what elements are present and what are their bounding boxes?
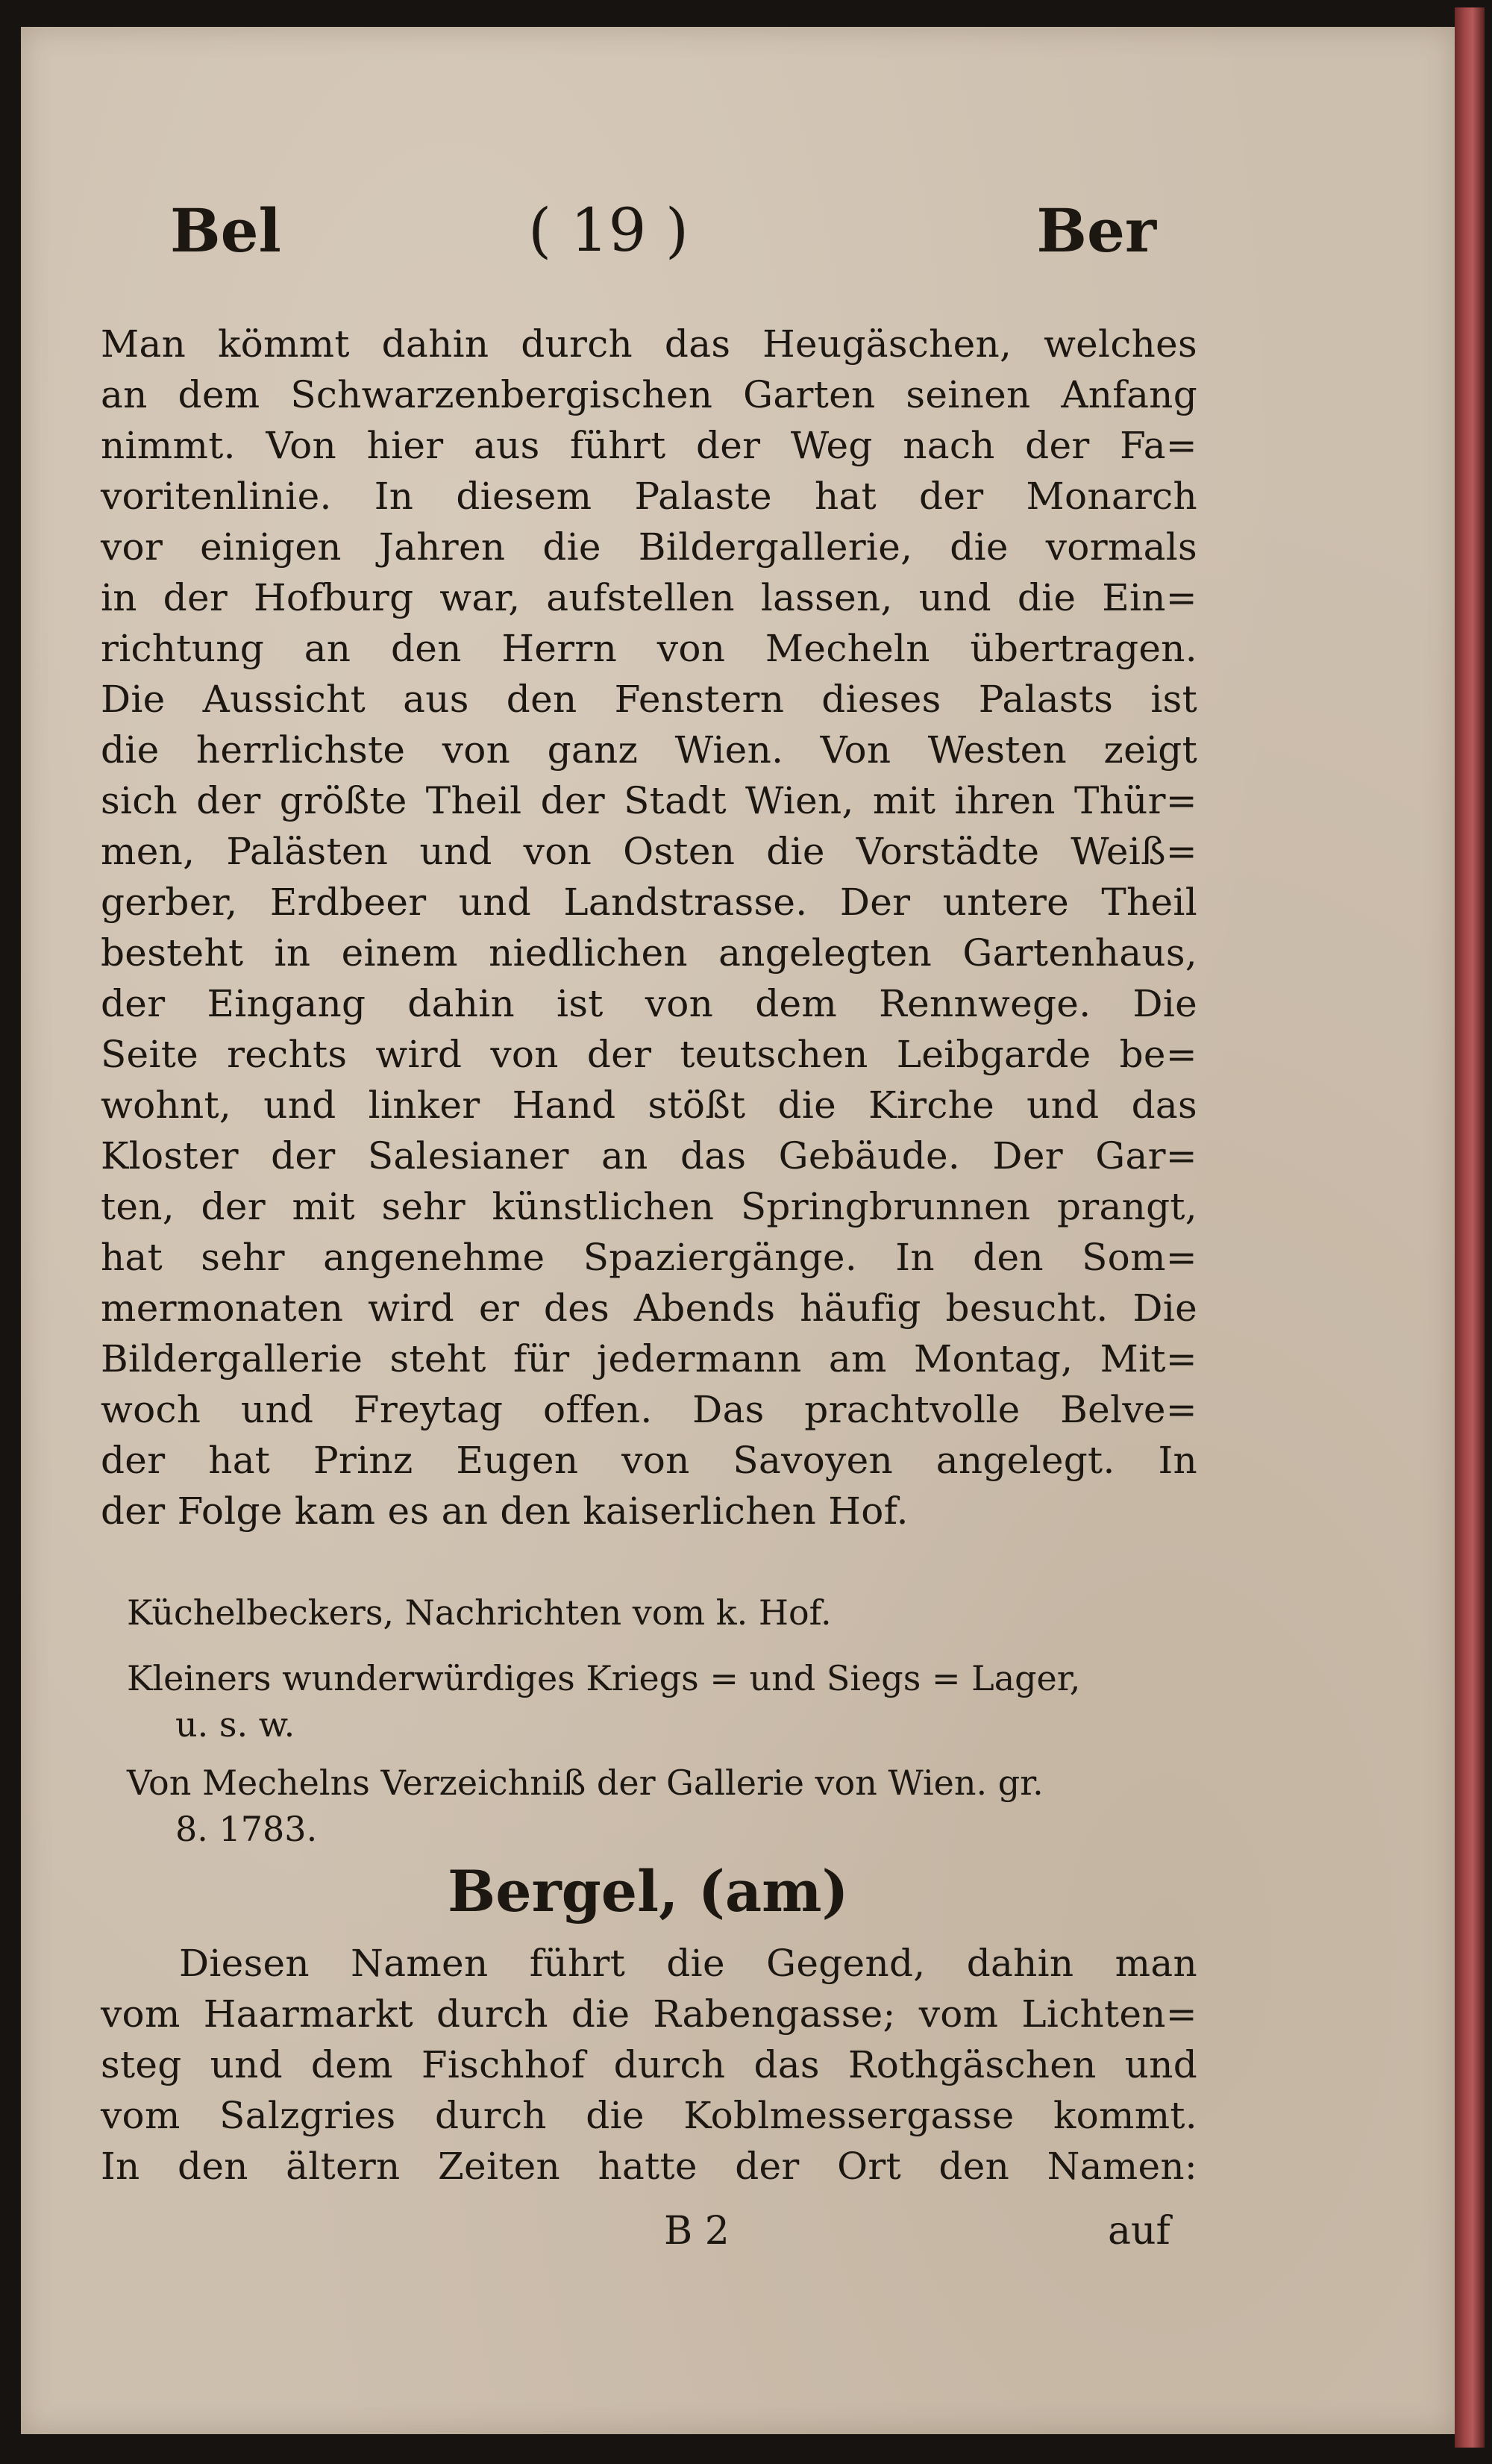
running-header	[170, 196, 1156, 270]
body-line: der Folge kam es an den kaiserlichen Hof.	[101, 1489, 909, 1533]
body-line: an dem Schwarzenbergischen Garten seinen Anfang	[101, 373, 1197, 416]
body-line: men, Palästen und von Osten die Vorstädte Weiß=	[101, 830, 1197, 873]
body-line: richtung an den Herrn von Mecheln übertragen.	[101, 627, 1197, 670]
reference-entry-continued: 8. 1783.	[175, 1809, 318, 1849]
header-left-catchword: Bel	[170, 196, 281, 266]
reference-entry-continued: u. s. w.	[175, 1704, 295, 1745]
body-line: der hat Prinz Eugen von Savoyen angelegt. In	[101, 1439, 1197, 1482]
body-line: Seite rechts wird von der teutschen Leibgarde be=	[101, 1033, 1197, 1076]
body-line: Die Aussicht aus den Fenstern dieses Palasts ist	[101, 678, 1197, 721]
body-line: sich der größte Theil der Stadt Wien, mit ihren Thür=	[101, 779, 1197, 822]
header-right-catchword: Ber	[1036, 196, 1156, 266]
body-line: mermonaten wird er des Abends häufig besucht. Die	[101, 1286, 1197, 1330]
page-edge	[1455, 7, 1485, 2448]
body-line: woch und Freytag offen. Das prachtvolle Belve=	[101, 1388, 1197, 1431]
body-line: voritenlinie. In diesem Palaste hat der Monarch	[101, 475, 1197, 518]
body-line: ten, der mit sehr künstlichen Springbrunnen prangt,	[101, 1185, 1197, 1228]
body-line: Man kömmt dahin durch das Heugäschen, welches	[101, 322, 1197, 366]
section-line: In den ältern Zeiten hatte der Ort den Namen:	[101, 2145, 1197, 2188]
body-line: der Eingang dahin ist von dem Rennwege. Die	[101, 982, 1197, 1025]
section-line: Diesen Namen führt die Gegend, dahin man	[179, 1942, 1197, 1985]
body-line: wohnt, und linker Hand stößt die Kirche und das	[101, 1084, 1197, 1127]
body-line: hat sehr angenehme Spaziergänge. In den Som=	[101, 1236, 1197, 1279]
body-line: vor einigen Jahren die Bildergallerie, die vormals	[101, 525, 1197, 569]
body-line: gerber, Erdbeer und Landstrasse. Der untere Theil	[101, 881, 1197, 924]
section-line: vom Salzgries durch die Koblmessergasse kommt.	[101, 2094, 1197, 2137]
body-line: Bildergallerie steht für jedermann am Montag, Mit=	[101, 1337, 1197, 1380]
footer-catchword: auf	[1108, 2209, 1170, 2254]
page-number: ( 19 )	[528, 196, 689, 265]
section-heading: Bergel, (am)	[448, 1858, 849, 1924]
body-line: die herrlichste von ganz Wien. Von Westen zeigt	[101, 728, 1197, 772]
body-line: besteht in einem niedlichen angelegten Gartenhaus,	[101, 931, 1197, 975]
section-line: steg und dem Fischhof durch das Rothgäschen und	[101, 2043, 1197, 2086]
reference-entry: Küchelbeckers, Nachrichten vom k. Hof.	[127, 1592, 832, 1633]
body-line: nimmt. Von hier aus führt der Weg nach der Fa=	[101, 424, 1197, 467]
section-line: vom Haarmarkt durch die Rabengasse; vom Lichten=	[101, 1992, 1197, 2036]
reference-entry: Kleiners wunderwürdiges Kriegs = und Siegs = Lager,	[127, 1658, 1081, 1698]
signature-mark: B 2	[664, 2209, 730, 2254]
reference-entry: Von Mechelns Verzeichniß der Gallerie von Wien. gr.	[127, 1763, 1044, 1803]
body-line: in der Hofburg war, aufstellen lassen, und die Ein=	[101, 576, 1197, 619]
body-line: Kloster der Salesianer an das Gebäude. Der Gar=	[101, 1134, 1197, 1178]
